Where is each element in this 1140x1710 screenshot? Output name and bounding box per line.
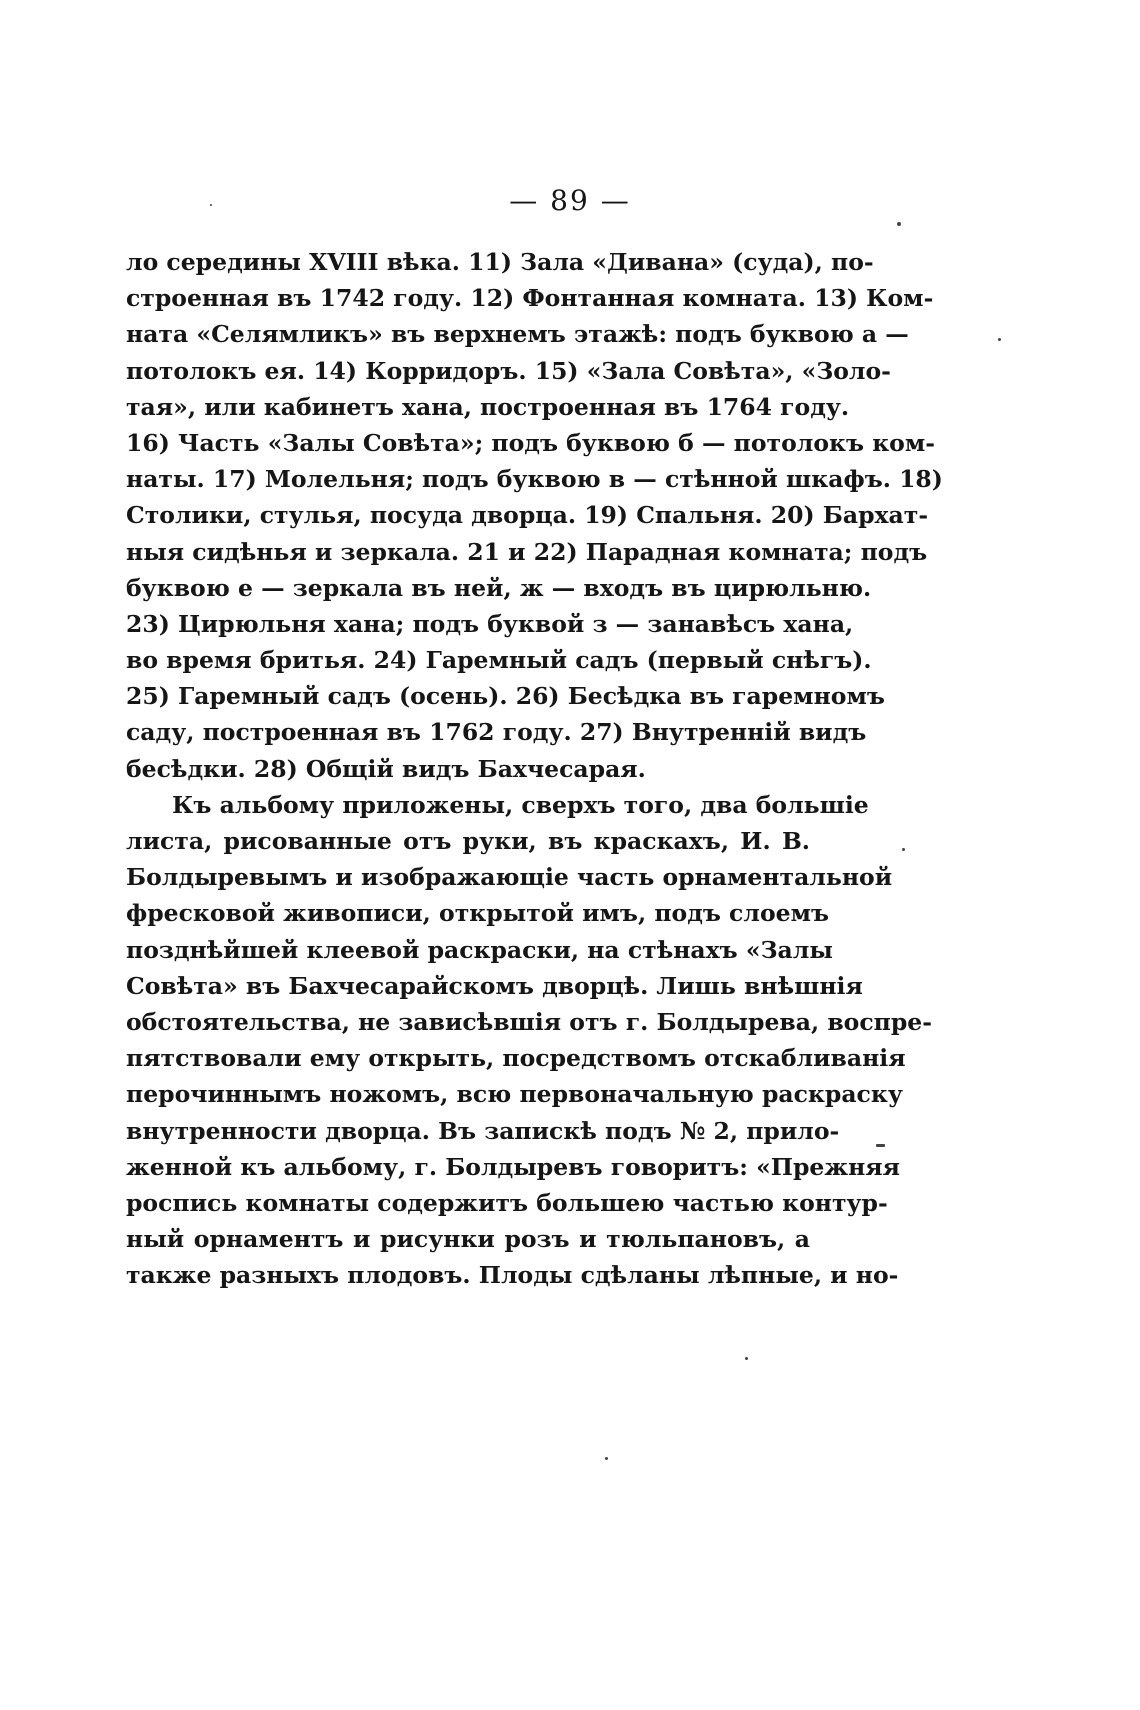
text-line: ный орнаментъ и рисунки розъ и тюльпановъ, а [126, 1225, 810, 1254]
text-line: буквою е — зеркала въ ней, ж — входъ въ цирюльню. [126, 573, 872, 602]
text-line: потолокъ ея. 14) Корридоръ. 15) «Зала Совѣта», «Золо- [126, 356, 891, 385]
text-line: листа, рисованные отъ руки, въ краскахъ, И. В. [126, 827, 810, 855]
text-line: Столики, стулья, посуда дворца. 19) Спальня. 20) Бархат- [126, 501, 929, 530]
scan-speck [605, 1457, 608, 1460]
scan-speck [902, 848, 905, 851]
text-line: внутренности дворца. Въ запискѣ подъ № 2, прило- [126, 1116, 840, 1145]
text-line: также разныхъ плодовъ. Плоды сдѣланы лѣпные, и но- [126, 1261, 899, 1290]
text-line: саду, построенная въ 1762 году. 27) Внутренній видъ [126, 718, 867, 747]
paragraph-1 [126, 244, 943, 787]
text-line: бесѣдки. 28) Общій видъ Бахчесарая. [126, 754, 646, 783]
text-line: ната «Селямликъ» въ верхнемъ этажѣ: подъ буквою а — [126, 320, 909, 349]
text-line: Совѣта» въ Бахчесарайскомъ дворцѣ. Лишь внѣшнія [126, 971, 863, 1000]
text-line: тая», или кабинетъ хана, построенная въ 1764 году. [126, 392, 850, 421]
text-line: перочиннымъ ножомъ, всю первоначальную раскраску [126, 1080, 903, 1109]
scan-speck [210, 204, 212, 206]
text-line: Болдыревымъ и изображающіе часть орнаментальной [126, 863, 893, 892]
scan-speck [897, 222, 901, 226]
paragraph-2 [126, 787, 932, 1294]
text-line: фресковой живописи, открытой имъ, подъ слоемъ [126, 899, 830, 928]
page-number: — 89 — [509, 184, 631, 217]
text-line: обстоятельства, не зависѣвшія отъ г. Болдырева, воспре- [126, 1007, 932, 1036]
text-line: ныя сидѣнья и зеркала. 21 и 22) Парадная комната; подъ [126, 537, 928, 566]
text-line: женной къ альбому, г. Болдыревъ говоритъ: «Прежняя [126, 1152, 900, 1181]
scan-speck [998, 338, 1001, 341]
text-line: ло середины XVIII вѣка. 11) Зала «Дивана» (суда), по- [126, 248, 874, 276]
text-line: во время бритья. 24) Гаремный садъ (первый снѣгъ). [126, 646, 872, 675]
body-text [126, 244, 943, 1293]
text-line: 16) Часть «Залы Совѣта»; подъ буквою б — потолокъ ком- [126, 428, 936, 457]
text-line: позднѣйшей клеевой раскраски, на стѣнахъ «Залы [126, 935, 833, 964]
scan-speck [876, 1144, 885, 1147]
text-line: 23) Цирюльня хана; подъ буквой з — занавѣсъ хана, [126, 609, 854, 638]
text-line: наты. 17) Молельня; подъ буквою в — стѣнной шкафъ. 18) [126, 465, 943, 494]
text-line: Къ альбому приложены, сверхъ того, два большіе [172, 790, 869, 819]
text-line: пятствовали ему открыть, посредствомъ отскабливанія [126, 1044, 906, 1073]
text-line: 25) Гаремный садъ (осень). 26) Бесѣдка въ гаремномъ [126, 682, 885, 711]
scan-speck [745, 1357, 748, 1360]
text-line: роспись комнаты содержитъ большею частью контур- [126, 1188, 888, 1217]
text-line: строенная въ 1742 году. 12) Фонтанная комната. 13) Ком- [126, 284, 934, 313]
